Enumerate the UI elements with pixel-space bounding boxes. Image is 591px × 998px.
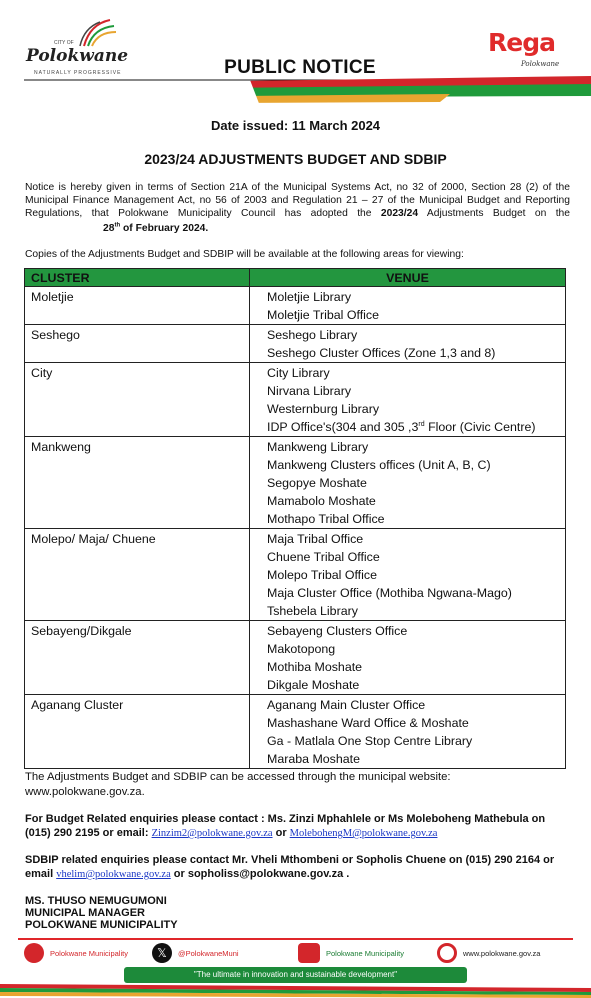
cluster-cell: Aganang Cluster [25,695,250,769]
cluster-column-header: CLUSTER [25,269,250,287]
intro-date-rest: of February 2024. [120,223,209,235]
access-text: The Adjustments Budget and SDBIP can be accessed through the municipal website: www.polokwane.gov.za. [25,771,451,798]
cluster-cell: Molepo/ Maja/ Chuene [25,529,250,621]
table-row [25,529,566,621]
budget-email-link-1[interactable]: Zinzim2@polokwane.gov.za [151,828,273,839]
cluster-cell: Moletjie [25,287,250,325]
x-icon: 𝕏 [152,943,172,963]
venue-item: Seshego Cluster Offices (Zone 1,3 and 8) [267,346,496,360]
intro-date-sup: th [114,223,121,229]
venue-item: Nirvana Library [267,384,352,398]
venue-cell [250,325,566,363]
venue-item: Dikgale Moshate [267,678,360,692]
cluster-cell: Seshego [25,325,250,363]
venue-cell [250,363,566,437]
logo-small-text: CITY OF [54,40,74,46]
venue-item: Moletjie Tribal Office [267,308,380,322]
budget-email-link-2[interactable]: MolebohengM@polokwane.gov.za [289,828,438,839]
venue-item: Segopye Moshate [267,476,367,490]
venue-item: Tshebela Library [267,604,358,618]
web-icon [437,943,457,963]
twitter-label: @PolokwaneMuni [178,948,239,958]
venue-cell [250,621,566,695]
footer-twitter[interactable] [152,942,239,964]
intro-date-day: 28 [103,223,115,235]
table-header-row [25,269,566,287]
footer-website[interactable] [437,942,540,964]
intro-date [103,223,208,234]
cluster-cell: Sebayeng/Dikgale [25,621,250,695]
signoff-organisation: POLOKWANE MUNICIPALITY [25,919,178,931]
ordinal-sup: rd [418,420,425,428]
venue-item: Mankweng Library [267,440,369,454]
logo-fan-icon [62,18,162,48]
table-row [25,695,566,769]
venue-item: Maja Tribal Office [267,532,364,546]
venue-cell [250,529,566,621]
venue-item: Sebayeng Clusters Office [267,624,408,638]
header-stripe-band [0,72,591,112]
table-row [25,363,566,437]
venue-item: Moletjie Library [267,290,352,304]
venue-table [24,268,566,769]
venue-item: Ga - Matlala One Stop Centre Library [267,734,473,748]
signoff-block [25,895,178,931]
venue-item: Seshego Library [267,328,358,342]
footer-youtube[interactable] [298,942,404,964]
venue-cell [250,695,566,769]
sdbip-enquiries-text: SDBIP related enquiries please contact Mr. Vheli Mthombeni or Sopholis Chuene on (015) 290 2164 or email [25,854,555,880]
facebook-icon [24,943,44,963]
venue-item: Mothiba Moshate [267,660,363,674]
footer-tagline: "The ultimate in innovation and sustainable development" [124,967,467,983]
sdbip-enquiries-text-2: or sopholiss@polokwane.gov.za . [170,868,350,880]
website-label: www.polokwane.gov.za [463,948,541,958]
footer-stripe-band [0,982,591,998]
venue-item: Makotopong [267,642,336,656]
venue-item: Aganang Main Cluster Office [267,698,426,712]
venue-column-header: VENUE [250,269,566,287]
youtube-label: Polokwane Municipality [326,948,404,958]
intro-text: Notice is hereby given in terms of Section 21A of the Municipal Systems Act, no 32 of 2000, Section 28 (2) of the Municipal Finance Management Act, no 56 of 2003 and Regulation 21 – 27 of the Municipal Budget and Reporting Regulations, that Polokwane Municipality Council has adopted the [25,182,570,219]
page-header [0,0,591,112]
venue-item: Molepo Tribal Office [267,568,377,582]
venue-item: Maja Cluster Office (Mothiba Ngwana-Mago) [267,586,512,600]
page-title: PUBLIC NOTICE [224,57,376,78]
venue-item: Westernburg Library [267,402,380,416]
venue-item: Maraba Moshate [267,752,360,766]
venue-item: City Library [267,366,330,380]
footer-divider [18,938,573,940]
budget-or-text: or [272,827,290,839]
intro-year: 2023/24 [380,208,419,219]
notice-subtitle: 2023/24 ADJUSTMENTS BUDGET AND SDBIP [144,151,447,167]
cluster-cell: Mankweng [25,437,250,529]
intro-text-2: Adjustments Budget on the [418,208,571,219]
sdbip-email-link[interactable]: vhelim@polokwane.gov.za [56,869,171,880]
facebook-label: Polokwane Municipality [50,948,128,958]
venue-cell [250,287,566,325]
venue-item: Mamabolo Moshate [267,494,376,508]
venue-item: Chuene Tribal Office [267,550,380,564]
logo-name: Polokwane [26,46,129,66]
table-row [25,621,566,695]
signoff-name: MS. THUSO NEMUGUMONI [25,895,167,907]
cluster-cell: City [25,363,250,437]
logo-tagline: NATURALLY PROGRESSIVE [34,70,122,76]
rega-logo-sub: Polokwane [521,60,560,68]
venue-item: Mashashane Ward Office & Moshate [267,716,469,730]
intro-paragraph [25,181,570,235]
rega-logo-text [488,28,568,57]
youtube-icon [298,943,320,963]
venue-item: IDP Office's(304 and 305 ,3rd Floor (Civic Centre) [267,420,536,434]
venue-item: Mankweng Clusters offices (Unit A, B, C) [267,458,491,472]
budget-enquiries [25,812,570,841]
table-row [25,325,566,363]
venue-item: Mothapo Tribal Office [267,512,385,526]
date-issued: Date issued: 11 March 2024 [210,118,381,133]
rega-logo-main: Rega [488,28,555,57]
rega-logo [488,28,568,74]
sdbip-enquiries [25,853,570,882]
table-row [25,287,566,325]
footer-facebook[interactable] [24,942,128,964]
table-row [25,437,566,529]
budget-enquiries-text: For Budget Related enquiries please contact : Ms. Zinzi Mphahlele or Ms Moleboheng Mathebula on (015) 290 2195 or email: [25,813,546,839]
venue-cell [250,437,566,529]
signoff-title: MUNICIPAL MANAGER [25,907,145,919]
copies-text: Copies of the Adjustments Budget and SDBIP will be available at the following areas for viewing: [25,249,464,260]
